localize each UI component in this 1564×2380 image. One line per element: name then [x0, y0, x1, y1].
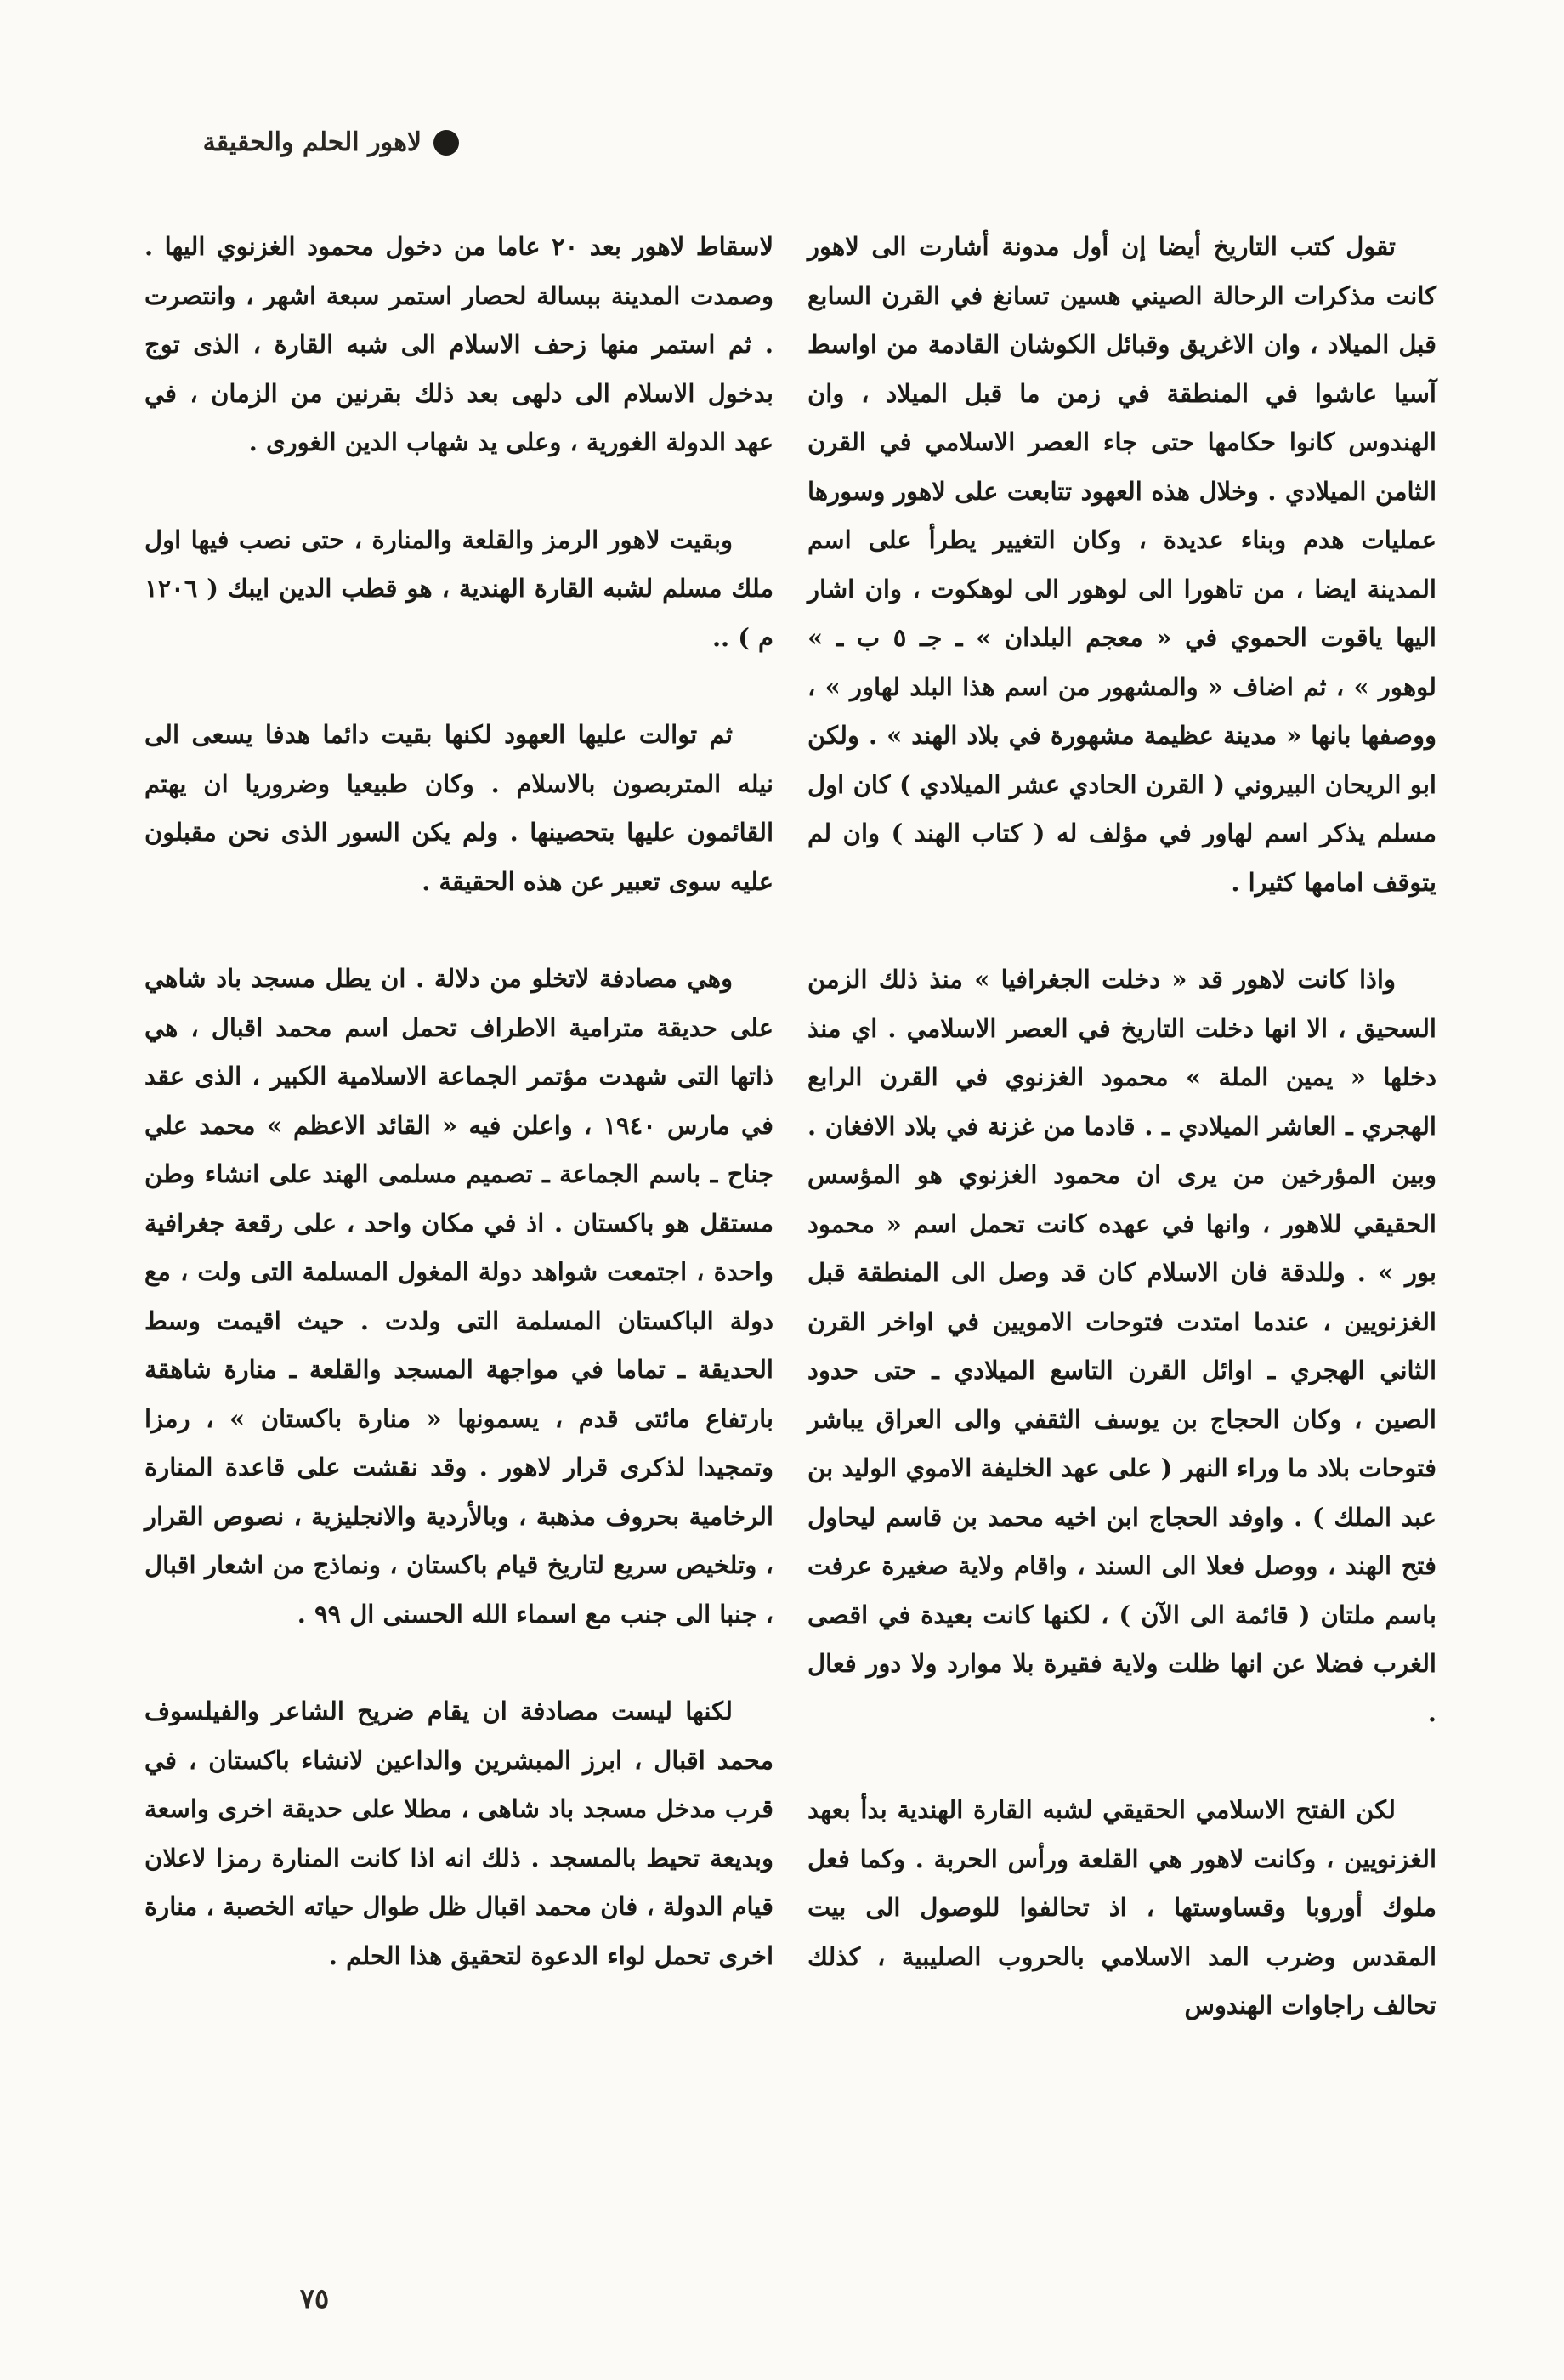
paragraph: وهي مصادفة لاتخلو من دلالة . ان يطل مسجد باد شاهي على حديقة مترامية الاطراف تحمل اسم محمد اقبال ، هي ذاتها التى شهدت مؤتمر الجماعة الاسلامية الكبير ، الذى عقد في مارس ١٩٤٠ ، واعلن فيه « القائد الاعظم » محمد علي جناح ـ باسم الجماعة ـ تصميم مسلمى الهند على انشاء وطن مستقل هو باكستان . اذ في مكان واحد ، على رقعة جغرافية واحدة ، اجتمعت شواهد دولة المغول المسلمة التى ولت ، مع دولة الباكستان المسلمة التى ولدت . حيث اقيمت وسط الحديقة ـ تماما في مواجهة المسجد والقلعة ـ منارة شاهقة بارتفاع مائتى قدم ، يسمونها « منارة باكستان » ، رمزا وتمجيدا لذكرى قرار لاهور . وقد نقشت على قاعدة المنارة الرخامية بحروف مذهبة ، وبالأردية والانجليزية ، نصوص القرار ، وتلخيص سريع لتاريخ قيام باكستان ، ونماذج من اشعار اقبال ، جنبا الى جنب مع اسماء الله الحسنى ال ٩٩ . [144, 964, 774, 1629]
paragraph: لاسقاط لاهور بعد ٢٠ عاما من دخول محمود الغزنوي اليها . وصمدت المدينة ببسالة لحصار استمر سبعة اشهر ، وانتصرت . ثم استمر منها زحف الاسلام الى شبه القارة ، الذى توج بدخول الاسلام الى دلهى بعد ذلك بقرنين من الزمان ، في عهد الدولة الغورية ، وعلى يد شهاب الدين الغورى . [144, 232, 774, 456]
paragraph: ثم توالت عليها العهود لكنها بقيت دائما هدفا يسعى الى نيله المتربصون بالاسلام . وكان طبيعيا وضروريا ان يهتم القائمون عليها بتحصينها . ولم يكن السور الذى نحن مقبلون عليه سوى تعبير عن هذه الحقيقة . [144, 720, 774, 896]
bullet-icon [434, 130, 459, 156]
right-column [808, 223, 1436, 2079]
paragraph: لكن الفتح الاسلامي الحقيقي لشبه القارة الهندية بدأ بعهد الغزنويين ، وكانت لاهور هي القلعة ورأس الحربة . وكما فعل ملوك أوروبا وقساوستها ، اذ تحالفوا للوصول الى بيت المقدس وضرب المد الاسلامي بالحروب الصليبية ، كذلك تحالف راجاوات الهندوس [808, 1795, 1436, 2020]
paragraph: واذا كانت لاهور قد « دخلت الجغرافيا » منذ ذلك الزمن السحيق ، الا انها دخلت التاريخ في العصر الاسلامي . اي منذ دخلها « يمين الملة » محمود الغزنوي في القرن الرابع الهجري ـ العاشر الميلادي ـ . قادما من غزنة في بلاد الافغان . وبين المؤرخين من يرى ان محمود الغزنوي هو المؤسس الحقيقي للاهور ، وانها في عهده كانت تحمل اسم « محمود بور » . وللدقة فان الاسلام كان قد وصل الى المنطقة قبل الغزنويين ، عندما امتدت فتوحات الامويين في اواخر القرن الثاني الهجري ـ اوائل القرن التاسع الميلادي ـ حتى حدود الصين ، وكان الحجاج بن يوسف الثقفي والى العراق يباشر فتوحات بلاد ما وراء النهر ( على عهد الخليفة الاموي الوليد بن عبد الملك ) . واوفد الحجاج ابن اخيه محمد بن قاسم ليحاول فتح الهند ، ووصل فعلا الى السند ، واقام ولاية صغيرة عرفت باسم ملتان ( قائمة الى الآن ) ، لكنها كانت بعيدة في اقصى الغرب فضلا عن انها ظلت ولاية فقيرة بلا موارد ولا دور فعال . [808, 965, 1436, 1727]
running-header [203, 128, 459, 157]
paragraph: لكنها ليست مصادفة ان يقام ضريح الشاعر والفيلسوف محمد اقبال ، ابرز المبشرين والداعين لانشاء باكستان ، في قرب مدخل مسجد باد شاهى ، مطلا على حديقة اخرى واسعة وبديعة تحيط بالمسجد . ذلك انه اذا كانت المنارة رمزا لاعلان قيام الدولة ، فان محمد اقبال ظل طوال حياته الخصبة ، منارة اخرى تحمل لواء الدعوة لتحقيق هذا الحلم . [144, 1697, 774, 1970]
paragraph: وبقيت لاهور الرمز والقلعة والمنارة ، حتى نصب فيها اول ملك مسلم لشبه القارة الهندية ، هو قطب الدين ايبك ( ١٢٠٦ م ) .. [144, 524, 774, 652]
page-number: ٧٥ [299, 2282, 330, 2315]
paragraph: تقول كتب التاريخ أيضا إن أول مدونة أشارت الى لاهور كانت مذكرات الرحالة الصيني هسين تسانغ في القرن السابع قبل الميلاد ، وان الاغريق وقبائل الكوشان القادمة من اواسط آسيا عاشوا في المنطقة في زمن ما قبل الميلاد ، وان الهندوس كانوا حكامها حتى جاء العصر الاسلامي في القرن الثامن الميلادي . وخلال هذه العهود تتابعت على لاهور وسورها عمليات هدم وبناء عديدة ، وكان التغيير يطرأ على اسم المدينة ايضا ، من تاهورا الى لوهور الى لوهكوت ، وان اشار اليها ياقوت الحموي في « معجم البلدان » ـ جـ ٥ ب ـ » لوهور » ، ثم اضاف « والمشهور من اسم هذا البلد لهاور » ، ووصفها بانها « مدينة عظيمة مشهورة في بلاد الهند » . ولكن ابو الريحان البيروني ( القرن الحادي عشر الميلادي ) كان اول مسلم يذكر اسم لهاور في مؤلف له ( كتاب الهند ) وان لم يتوقف امامها كثيرا . [808, 232, 1436, 897]
running-title: لاهور الحلم والحقيقة [202, 128, 422, 157]
left-column [144, 223, 774, 2029]
